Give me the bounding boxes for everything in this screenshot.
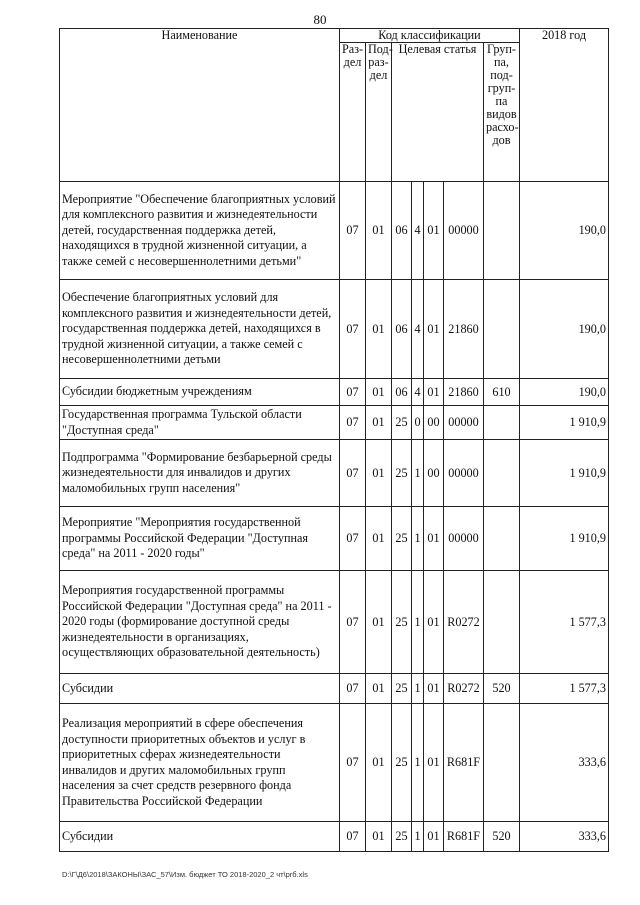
subsection-code: 01 bbox=[366, 406, 392, 440]
row-name: Мероприятия государственной программы Российской Федерации "Доступная среда" на 2011 - 2020 годы (формирование доступной среды жизнедеятельности в организациях, осуществляющих образовательной деятельность) bbox=[60, 571, 340, 674]
target-subprogram-code: 1 bbox=[412, 507, 424, 571]
expense-type-code bbox=[484, 704, 520, 822]
expense-type-code bbox=[484, 507, 520, 571]
target-event-code: 01 bbox=[424, 182, 444, 280]
table-row bbox=[60, 182, 609, 280]
table-row bbox=[60, 507, 609, 571]
section-code: 07 bbox=[340, 406, 366, 440]
row-name: Государственная программа Тульской области "Доступная среда" bbox=[60, 406, 340, 440]
header-year: 2018 год bbox=[520, 29, 609, 182]
table-body bbox=[60, 182, 609, 852]
target-program-code: 25 bbox=[392, 704, 412, 822]
row-name: Мероприятие "Мероприятия государственной программы Российской Федерации "Доступная среда" на 2011 - 2020 годы" bbox=[60, 507, 340, 571]
target-direction-code: R681F bbox=[444, 704, 484, 822]
target-direction-code: 00000 bbox=[444, 182, 484, 280]
file-path-footer: D:\Г\Д6\2018\ЗАКОНЫ\ЗАС_57\Изм. бюджет ТО 2018-2020_2 чт\prб.xls bbox=[62, 870, 308, 879]
amount-2018: 1 910,9 bbox=[520, 507, 609, 571]
amount-2018: 190,0 bbox=[520, 182, 609, 280]
section-code: 07 bbox=[340, 704, 366, 822]
table-row bbox=[60, 674, 609, 704]
section-code: 07 bbox=[340, 822, 366, 852]
target-subprogram-code: 4 bbox=[412, 182, 424, 280]
table-row bbox=[60, 822, 609, 852]
amount-2018: 1 910,9 bbox=[520, 440, 609, 507]
row-name: Подпрограмма "Формирование безбарьерной среды жизнедеятельности для инвалидов и других маломобильных групп населения" bbox=[60, 440, 340, 507]
page-number: 80 bbox=[313, 12, 327, 27]
amount-2018: 190,0 bbox=[520, 280, 609, 379]
target-event-code: 01 bbox=[424, 571, 444, 674]
header-name: Наименование bbox=[60, 29, 340, 182]
row-name: Мероприятие "Обеспечение благоприятных условий для комплексного развития и жизнедеятельности детей, государственная поддержка детей, находящихся в трудной жизненной ситуации, а также семей с несовершеннолетними детьми" bbox=[60, 182, 340, 280]
subsection-code: 01 bbox=[366, 822, 392, 852]
target-direction-code: R0272 bbox=[444, 571, 484, 674]
expense-type-code bbox=[484, 571, 520, 674]
target-direction-code: 00000 bbox=[444, 440, 484, 507]
amount-2018: 333,6 bbox=[520, 822, 609, 852]
target-direction-code: R681F bbox=[444, 822, 484, 852]
table-row bbox=[60, 704, 609, 822]
subsection-code: 01 bbox=[366, 674, 392, 704]
subsection-code: 01 bbox=[366, 440, 392, 507]
row-name: Субсидии bbox=[60, 674, 340, 704]
target-program-code: 06 bbox=[392, 379, 412, 406]
row-name: Субсидии бюджетным учреждениям bbox=[60, 379, 340, 406]
target-direction-code: 00000 bbox=[444, 507, 484, 571]
header-expense-group: Груп- па, под- груп- па видов расхо- дов bbox=[484, 43, 520, 182]
expense-type-code bbox=[484, 440, 520, 507]
target-event-code: 00 bbox=[424, 406, 444, 440]
target-subprogram-code: 1 bbox=[412, 704, 424, 822]
target-program-code: 25 bbox=[392, 571, 412, 674]
target-direction-code: 21860 bbox=[444, 379, 484, 406]
expense-type-code: 520 bbox=[484, 822, 520, 852]
header-classification-code: Код классификации bbox=[340, 29, 520, 43]
row-name: Субсидии bbox=[60, 822, 340, 852]
header-target-article: Целевая статья bbox=[392, 43, 484, 182]
table-row bbox=[60, 379, 609, 406]
table-row bbox=[60, 280, 609, 379]
target-event-code: 00 bbox=[424, 440, 444, 507]
subsection-code: 01 bbox=[366, 280, 392, 379]
amount-2018: 333,6 bbox=[520, 704, 609, 822]
header-subsection: Под- раз- дел bbox=[366, 43, 392, 182]
target-program-code: 06 bbox=[392, 280, 412, 379]
amount-2018: 1 910,9 bbox=[520, 406, 609, 440]
target-subprogram-code: 1 bbox=[412, 822, 424, 852]
subsection-code: 01 bbox=[366, 571, 392, 674]
section-code: 07 bbox=[340, 571, 366, 674]
target-direction-code: R0272 bbox=[444, 674, 484, 704]
subsection-code: 01 bbox=[366, 182, 392, 280]
subsection-code: 01 bbox=[366, 507, 392, 571]
target-event-code: 01 bbox=[424, 507, 444, 571]
target-direction-code: 21860 bbox=[444, 280, 484, 379]
target-program-code: 25 bbox=[392, 674, 412, 704]
expense-type-code bbox=[484, 182, 520, 280]
section-code: 07 bbox=[340, 182, 366, 280]
subsection-code: 01 bbox=[366, 704, 392, 822]
section-code: 07 bbox=[340, 379, 366, 406]
target-event-code: 01 bbox=[424, 822, 444, 852]
subsection-code: 01 bbox=[366, 379, 392, 406]
target-event-code: 01 bbox=[424, 674, 444, 704]
amount-2018: 1 577,3 bbox=[520, 674, 609, 704]
budget-table bbox=[59, 28, 609, 852]
target-event-code: 01 bbox=[424, 379, 444, 406]
row-name: Реализация мероприятий в сфере обеспечения доступности приоритетных объектов и услуг в приоритетных сферах жизнедеятельности инвалидов и других маломобильных групп населения за счет средств резервного фонда Правительства Российской Федерации bbox=[60, 704, 340, 822]
table-row bbox=[60, 406, 609, 440]
target-program-code: 25 bbox=[392, 822, 412, 852]
amount-2018: 190,0 bbox=[520, 379, 609, 406]
section-code: 07 bbox=[340, 507, 366, 571]
target-event-code: 01 bbox=[424, 280, 444, 379]
target-subprogram-code: 1 bbox=[412, 571, 424, 674]
expense-type-code: 610 bbox=[484, 379, 520, 406]
target-program-code: 25 bbox=[392, 440, 412, 507]
target-event-code: 01 bbox=[424, 704, 444, 822]
table-row bbox=[60, 440, 609, 507]
target-program-code: 25 bbox=[392, 507, 412, 571]
expense-type-code bbox=[484, 406, 520, 440]
target-subprogram-code: 4 bbox=[412, 280, 424, 379]
expense-type-code: 520 bbox=[484, 674, 520, 704]
target-subprogram-code: 1 bbox=[412, 674, 424, 704]
header-section: Раз- дел bbox=[340, 43, 366, 182]
section-code: 07 bbox=[340, 280, 366, 379]
table-row bbox=[60, 571, 609, 674]
section-code: 07 bbox=[340, 440, 366, 507]
target-direction-code: 00000 bbox=[444, 406, 484, 440]
section-code: 07 bbox=[340, 674, 366, 704]
amount-2018: 1 577,3 bbox=[520, 571, 609, 674]
target-program-code: 25 bbox=[392, 406, 412, 440]
target-subprogram-code: 4 bbox=[412, 379, 424, 406]
target-program-code: 06 bbox=[392, 182, 412, 280]
table-header bbox=[60, 29, 609, 182]
row-name: Обеспечение благоприятных условий для комплексного развития и жизнедеятельности детей, государственная поддержка детей, находящихся в трудной жизненной ситуации, а также семей с несовершеннолетними детьми bbox=[60, 280, 340, 379]
target-subprogram-code: 0 bbox=[412, 406, 424, 440]
target-subprogram-code: 1 bbox=[412, 440, 424, 507]
expense-type-code bbox=[484, 280, 520, 379]
